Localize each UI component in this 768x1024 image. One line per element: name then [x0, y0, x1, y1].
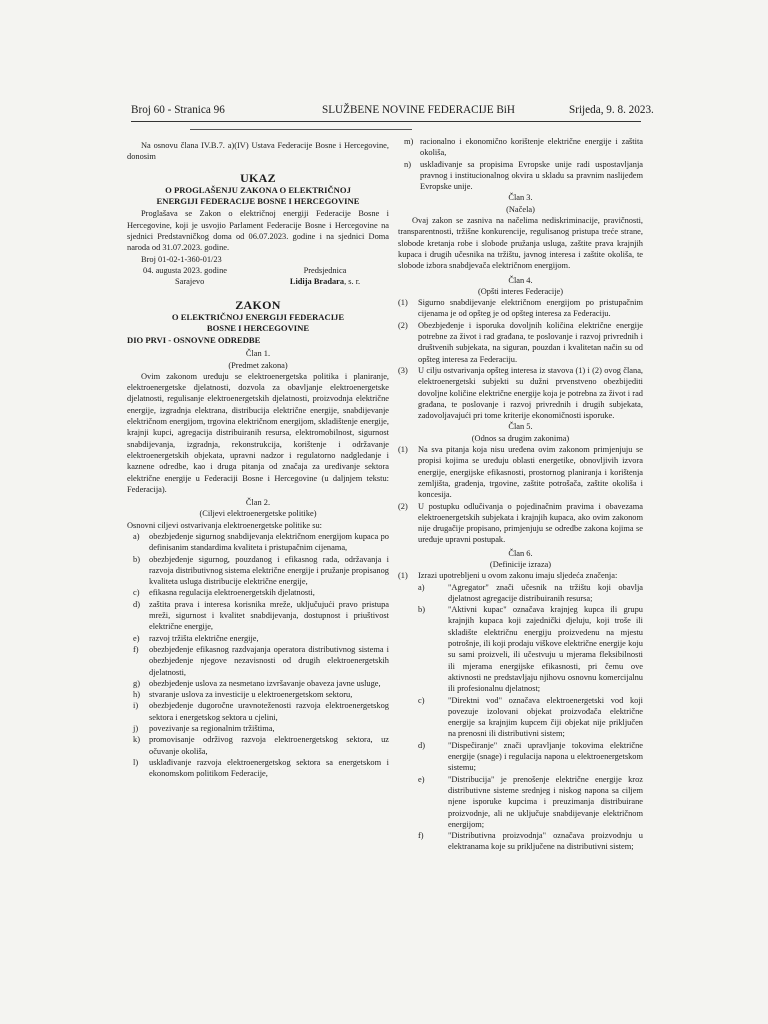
item-text: racionalno i ekonomično korištenje električne energije i zaštita okoliša, — [420, 137, 643, 158]
article-4-list — [398, 297, 643, 421]
paragraph-item — [398, 365, 643, 421]
definitions-list — [398, 582, 643, 853]
article-2-list-continued — [398, 136, 643, 192]
item-label: d) — [133, 599, 140, 609]
issue-date: Srijeda, 9. 8. 2023. — [569, 104, 654, 116]
list-item — [127, 531, 389, 554]
list-item — [127, 689, 389, 700]
signatory-name: Lidija Bradara — [289, 277, 345, 287]
article-6-subheading: (Definicije izraza) — [489, 559, 552, 569]
item-text: U postupku odlučivanja o pojedinačnim pravima i obavezama elektroenergetskih subjekata i krajnjih kupaca, ako ovim zakonom nije drugačije propisano, primjenjuju se odredbe zakona kojima se uređuje upravni postupak. — [418, 501, 643, 545]
item-text: Sigurno snabdijevanje električnom energijom po pristupačnim cijenama je od opšteg je od opšteg interesa za Federaciju. — [418, 298, 643, 319]
article-6-heading: Član 6. — [508, 548, 533, 558]
law-subtitle-1: O ELEKTRIČNOJ ENERGIJI FEDERACIJE — [171, 311, 345, 322]
item-text: "Agregator" znači učesnik na tržištu koji obavlja djelatnost agregacije distribuiranih resursa; — [448, 582, 643, 603]
item-text: promovisanje održivog razvoja elektroenergetskog sektora, uz očuvanje okoliša, — [149, 735, 389, 756]
item-label: (1) — [398, 298, 408, 308]
definition-item — [398, 740, 643, 774]
item-label: c) — [418, 695, 425, 705]
signatory-suffix: , s. r. — [344, 277, 361, 287]
item-text: stvaranje uslova za investicije u elektroenergetskom sektoru, — [149, 690, 353, 700]
definition-item — [398, 582, 643, 605]
article-3-text: Ovaj zakon se zasniva na načelima nediskriminacije, pravičnosti, transparentnosti, tržišne konkurencije, regulisanog pristupa treće strane, slobode kretanja robe i slobode pružanja usluga, zaštite prava krajnjih kupaca i drugih učesnika na tržištu, javnog interesa i zaštite okoliša, te slobode izbora snabdjevača električnom energijom. — [398, 216, 643, 271]
definition-item — [398, 604, 643, 694]
item-label: (2) — [398, 320, 408, 330]
decree-subtitle-1: O PROGLAŠENJU ZAKONA O ELEKTRIČNOJ — [165, 184, 351, 195]
item-text: "Aktivni kupac" označava krajnjeg kupca ili grupu krajnjih kupaca koji zajednički djeluju, koji troše ili skladište električnu energiju proizvedenu na mjestu potrošnje, ili koji prodaju viškove električne energije koju su sami proizveli, ili učestvuju u mjerama fleksibilnosti ili mjerama energijske efikasnosti, pri čemu ove aktivnosti ne predstavljaju njihovu osnovnu komercijalnu ili profesionalnu djelatnost; — [448, 605, 643, 694]
gazette-title: SLUŽBENE NOVINE FEDERACIJE BiH — [322, 104, 515, 116]
item-text: U cilju ostvarivanja opšteg interesa iz stavova (1) i (2) ovog člana, elektroenergetski subjekti su dužni prvenstveno obezbijediti dovoljne količine električne energije koja je potrebna za život i rad građana, te poslovanje i razvoj privrednih i drugih subjekata, zadovoljavajući pri tome kriterije ekonomičnosti isporuke. — [418, 365, 643, 421]
item-label: (3) — [398, 365, 408, 375]
decree-subtitle-2: ENERGIJI FEDERACIJE BOSNE I HERCEGOVINE — [156, 195, 360, 206]
signature-block — [127, 265, 389, 288]
decree-title: UKAZ — [240, 170, 276, 185]
item-label: l) — [133, 757, 139, 767]
item-label: c) — [133, 588, 140, 598]
article-2-subheading: (Ciljevi elektroenergetske politike) — [199, 509, 317, 519]
article-1-subheading: (Predmet zakona) — [228, 360, 288, 370]
decree-number: Broj 01-02-1-360-01/23 — [141, 254, 222, 264]
item-label: b) — [418, 605, 425, 615]
item-text: obezbjeđenje dugoročne uravnoteženosti razvoja elektroenergetskog sektora i energetskog sektora u cjelini, — [149, 701, 389, 722]
paragraph-item — [398, 501, 643, 546]
decree-place: Sarajevo — [175, 277, 205, 287]
paragraph-item — [398, 444, 643, 500]
paragraph-item — [398, 297, 643, 320]
item-label: d) — [418, 740, 425, 750]
item-label: g) — [133, 678, 140, 688]
list-item — [127, 723, 389, 734]
article-3-subheading: (Načela) — [506, 204, 535, 214]
left-column — [127, 136, 389, 780]
article-1-heading: Član 1. — [245, 349, 271, 359]
header-rule — [131, 121, 641, 122]
item-text: obezbjeđenje uslova za nesmetano izvršavanje obaveza javne usluge, — [149, 678, 381, 688]
item-text: "Direktni vod" označava elektroenergetski vod koji povezuje izolovani objekat proizvođača električne energije sa krajnjim kupcem čiji objekat nije priključen na prenosni ili distributivni sistem; — [448, 695, 643, 739]
item-text: "Distribucija" je prenošenje električne energije kroz distributivne sisteme srednjeg i niskog napona sa ciljem njene isporuke kupcima i preuzimanja distribuirane proizvodnje, ali ne uključuje snabdijevanje električnom energijom; — [448, 774, 643, 829]
article-5-subheading: (Odnos sa drugim zakonima) — [471, 433, 570, 443]
item-text: obezbjeđenje sigurnog snabdijevanja električnom energijom kupaca po definisanim standardima kvaliteta i pristupačnim cijenama, — [149, 532, 389, 553]
item-label: k) — [133, 735, 140, 745]
article-4-subheading: (Opšti interes Federacije) — [477, 286, 564, 296]
article-4-heading: Član 4. — [508, 275, 533, 285]
decree-intro: Na osnovu člana IV.B.7. a)(IV) Ustava Federacije Bosne i Hercegovine, donosim — [127, 141, 389, 162]
paragraph-text: Izrazi upotrebljeni u ovom zakonu imaju sljedeća značenja: — [418, 571, 618, 581]
header-subrule — [190, 129, 412, 130]
list-item — [127, 757, 389, 780]
definition-item — [398, 830, 643, 853]
item-text: efikasna regulacija elektroenergetskih djelatnosti, — [149, 588, 315, 598]
signatory-role: Predsjednica — [303, 265, 347, 275]
decree-text: Proglašava se Zakon o električnoj energiji Federacije Bosne i Hercegovine, koji je usvojio Parlament Federacije Bosne i Hercegovine na sjednici Predstavničkog doma od 06.07.2023. godine i na sjednici Doma naroda od 31.07.2023. godine. — [127, 209, 389, 253]
item-text: "Distributivna proizvodnja" označava proizvodnju u elektranama koje su priključene na distributivni sistem; — [448, 831, 643, 852]
item-label: (1) — [398, 445, 408, 455]
item-text: obezbjeđenje sigurnog, pouzdanog i efikasnog rada, održavanja i razvoja distributivnog sistema električne energije i pružanje propisanog kvaliteta usluga distribucije električne energije, — [149, 554, 389, 587]
item-text: obezbjeđenje efikasnog razdvajanja operatora distributivnog sistema i obezbjeđenje njegove nezavisnosti od drugih elektroenergetskih djelatnosti, — [149, 644, 389, 677]
page-number: Broj 60 - Stranica 96 — [131, 104, 225, 116]
article-6-intro — [398, 570, 643, 581]
definition-item — [398, 774, 643, 830]
part-heading: DIO PRVI - OSNOVNE ODREDBE — [127, 335, 261, 346]
article-2-list — [127, 531, 389, 780]
list-item — [127, 599, 389, 633]
article-5-list — [398, 444, 643, 546]
list-item — [398, 159, 643, 193]
paragraph-item — [398, 320, 643, 365]
law-subtitle-2: BOSNE I HERCEGOVINE — [206, 322, 310, 333]
item-text: Na sva pitanja koja nisu uređena ovim zakonom primjenjuju se propisi kojima se uređuju oblasti energetike, obnovljivih izvora energije, energijske efikasnosti, prostornog planiranja i korištenja zemljišta, građenja, trgovine, zaštite potrošača, zaštite okoliša i koncesija. — [418, 445, 643, 500]
paragraph-label: (1) — [398, 571, 408, 581]
article-1-text: Ovim zakonom uređuju se elektroenergetska politika i planiranje, elektroenergetske djelatnosti, dozvola za obavljanje elektroenergetske djelatnosti, regulisanje elektroenergetskih djelatnosti, proizvodnja električne energije, izgradnja elektrana, distribucija električne energije, snabdijevanje električnom energijom, trgovina električnom energijom, skladištenje energije, krajnji kupci, agregacija distribuiranih resursa, elektromobilnost, sigurnost snabdijevanja, izgradnja, rekonstrukcija, korištenje i održavanje elektroenergetskih objekata, upravni nadzor i regulatorno nadgledanje i kaznene odredbe, kao i druga pitanja od značaja za uređivanje sektora električne energije u Federaciji Bosne i Hercegovine (u daljnjem tekstu: Federacija). — [127, 371, 389, 494]
decree-date: 04. augusta 2023. godine — [143, 265, 227, 275]
item-label: e) — [418, 774, 425, 784]
item-label: a) — [418, 582, 425, 592]
definition-item — [398, 695, 643, 740]
article-5-heading: Član 5. — [508, 422, 533, 432]
law-title: ZAKON — [235, 297, 281, 312]
item-label: a) — [133, 532, 140, 541]
item-label: n) — [404, 159, 411, 169]
item-text: "Dispečiranje" znači upravljanje tokovima električne energije (snage) i regulacija napona u elektroenergetskom sistemu; — [448, 740, 643, 773]
item-label: e) — [133, 633, 140, 643]
item-label: h) — [133, 690, 140, 700]
item-text: razvoj tržišta električne energije, — [149, 633, 259, 643]
article-2-heading: Član 2. — [245, 498, 271, 508]
article-3-heading: Član 3. — [508, 193, 533, 203]
item-text: zaštita prava i interesa korisnika mreže, uključujući pravo pristupa mreži, sigurnost i kvalitet snabdijevanja, dostupnost i priuštivost električne energije, — [149, 599, 389, 632]
item-label: (2) — [398, 501, 408, 511]
item-label: f) — [133, 644, 139, 654]
list-item — [127, 700, 389, 723]
list-item — [127, 587, 389, 598]
list-item — [127, 678, 389, 689]
item-text: usklađivanje razvoja elektroenergetskog sektora sa energetskom i ekonomskom politikom Federacije, — [149, 757, 389, 779]
list-item — [127, 554, 389, 588]
item-label: b) — [133, 554, 140, 564]
item-text: usklađivanje sa propisima Evropske unije radi uspostavljanja pravnog i institucionalnog okvira u skladu sa pravnim naslijeđem Evropske unije. — [420, 159, 643, 192]
item-text: povezivanje sa regionalnim tržištima, — [149, 724, 275, 734]
right-column — [398, 136, 643, 853]
item-label: m) — [404, 137, 414, 146]
article-2-intro: Osnovni ciljevi ostvarivanja elektroenergetske politike su: — [127, 520, 322, 530]
item-label: i) — [133, 701, 139, 711]
list-item — [127, 644, 389, 678]
item-text: Obezbjeđenje i isporuka dovoljnih količina električne energije potrebne za život i rad građana, te poslovanje i razvoj privrednih i društvenih subjekata, na siguran, pouzdan i kvalitetan način su od opšteg interesa za Federaciju. — [418, 320, 643, 364]
list-item — [398, 136, 643, 159]
list-item — [127, 633, 389, 644]
list-item — [127, 734, 389, 757]
item-label: f) — [418, 831, 424, 841]
item-label: j) — [133, 724, 139, 734]
